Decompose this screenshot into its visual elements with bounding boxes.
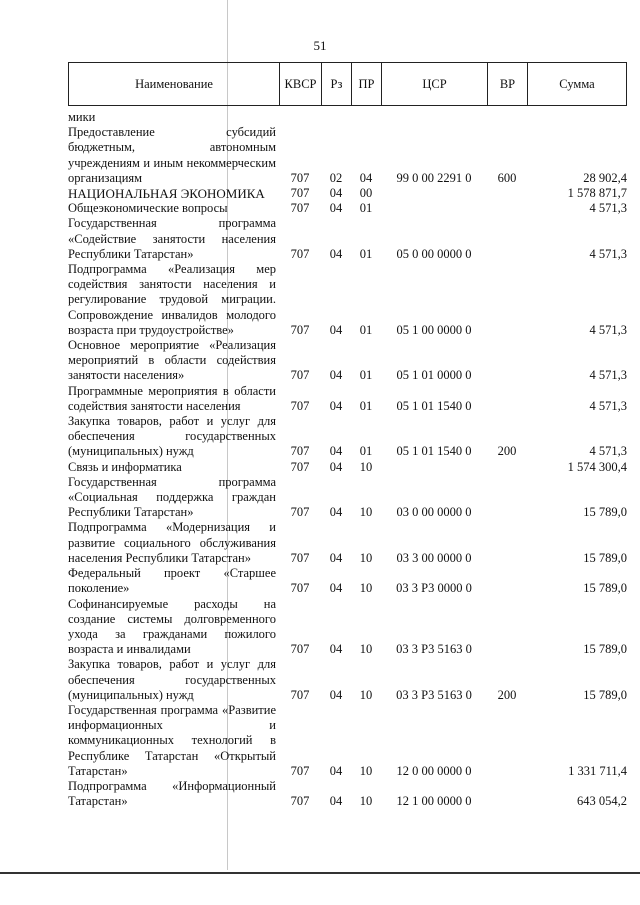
table-row — [68, 186, 627, 201]
cell-kvsr: 707 — [290, 642, 310, 657]
cell-sum: 1 578 871,7 — [567, 186, 627, 201]
table-row — [68, 657, 627, 703]
table-row — [68, 520, 627, 566]
cell-sum: 15 789,0 — [583, 550, 627, 565]
cell-rz: 04 — [329, 687, 343, 702]
header-vr: ВР — [488, 63, 528, 105]
cell-csr: 03 3 P3 5163 0 — [396, 687, 472, 702]
cell-rz: 04 — [329, 368, 343, 383]
cell-pr: 01 — [359, 368, 373, 383]
cell-csr: 05 1 01 1540 0 — [396, 398, 472, 413]
cell-name: Федеральный проект «Старшее поколение» — [68, 566, 276, 596]
cell-csr: 03 3 00 0000 0 — [396, 550, 472, 565]
cell-pr: 10 — [359, 505, 373, 520]
page-bottom-rule — [0, 872, 640, 874]
table-row — [68, 566, 627, 596]
cell-pr: 10 — [359, 581, 373, 596]
cell-kvsr: 707 — [290, 794, 310, 809]
cell-kvsr: 707 — [290, 246, 310, 261]
cell-rz: 04 — [329, 794, 343, 809]
table-row — [68, 201, 627, 216]
cell-vr: 200 — [497, 444, 517, 459]
cell-pr: 01 — [359, 322, 373, 337]
table-header — [68, 62, 627, 106]
cell-name: Программные мероприятия в области содействия занятости населения — [68, 383, 276, 413]
table-row — [68, 460, 627, 475]
cell-csr: 03 3 P3 5163 0 — [396, 642, 472, 657]
cell-kvsr: 707 — [290, 459, 310, 474]
cell-sum: 4 571,3 — [589, 368, 627, 383]
cell-sum: 4 571,3 — [589, 398, 627, 413]
cell-kvsr: 707 — [290, 763, 310, 778]
header-kvsr: КВСР — [280, 63, 322, 105]
cell-sum: 4 571,3 — [589, 444, 627, 459]
cell-rz: 04 — [329, 201, 343, 216]
cell-rz: 04 — [329, 246, 343, 261]
cell-kvsr: 707 — [290, 550, 310, 565]
cell-kvsr: 707 — [290, 444, 310, 459]
header-name: Наименование — [69, 63, 280, 105]
table-row — [68, 125, 627, 186]
cell-pr: 01 — [359, 444, 373, 459]
table-row — [68, 703, 627, 779]
cell-pr: 10 — [359, 687, 373, 702]
cell-rz: 02 — [329, 170, 343, 185]
cell-csr: 03 3 P3 0000 0 — [396, 581, 472, 596]
cell-name: Предоставление субсидий бюджетным, автономным учреждениям и иным некоммерческим организациям — [68, 125, 276, 185]
cell-kvsr: 707 — [290, 186, 310, 201]
cell-name: Подпрограмма «Информационный Татарстан» — [68, 778, 276, 809]
cell-rz: 04 — [329, 642, 343, 657]
cell-sum: 4 571,3 — [589, 201, 627, 216]
cell-name: Софинансируемые расходы на создание системы долговременного ухода за гражданами пожилого возраста и инвалидами — [68, 596, 276, 657]
cell-name: Связь и информатика — [68, 459, 182, 474]
cell-vr: 600 — [497, 170, 517, 185]
cell-rz: 04 — [329, 550, 343, 565]
page-number: 51 — [313, 38, 327, 53]
cell-rz: 04 — [329, 444, 343, 459]
header-rz: Рз — [322, 63, 352, 105]
cell-csr: 12 0 00 0000 0 — [396, 763, 472, 778]
cell-csr: 12 1 00 0000 0 — [396, 794, 472, 809]
header-csr: ЦСР — [382, 63, 488, 105]
table-row — [68, 414, 627, 460]
cell-sum: 15 789,0 — [583, 642, 627, 657]
cell-pr: 10 — [359, 459, 373, 474]
header-sum: Сумма — [559, 76, 595, 91]
cell-rz: 04 — [329, 581, 343, 596]
table-row — [68, 384, 627, 414]
cell-pr: 01 — [359, 246, 373, 261]
cell-name: мики — [68, 110, 96, 124]
cell-sum: 15 789,0 — [583, 581, 627, 596]
cell-csr: 99 0 00 2291 0 — [396, 170, 472, 185]
cell-sum: 4 571,3 — [589, 322, 627, 337]
table-body — [68, 110, 627, 809]
cell-rz: 04 — [329, 505, 343, 520]
cell-sum: 15 789,0 — [583, 687, 627, 702]
cell-sum: 4 571,3 — [589, 246, 627, 261]
cell-name: Закупка товаров, работ и услуг для обеспечения государственных (муниципальных) нужд — [68, 414, 276, 459]
cell-rz: 04 — [329, 398, 343, 413]
cell-pr: 04 — [359, 170, 373, 185]
cell-name: Закупка товаров, работ и услуг для обеспечения государственных (муниципальных) нужд — [68, 657, 276, 702]
cell-sum: 643 054,2 — [577, 794, 627, 809]
cell-csr: 05 1 01 0000 0 — [396, 368, 472, 383]
table-row — [68, 597, 627, 658]
cell-name: Подпрограмма «Модернизация и развитие социального обслуживания населения Республики Татарстан» — [68, 520, 276, 565]
cell-sum: 15 789,0 — [583, 505, 627, 520]
table-row — [68, 779, 627, 809]
cell-name: Государственная программа «Содействие занятости населения Республики Татарстан» — [68, 216, 276, 261]
cell-kvsr: 707 — [290, 398, 310, 413]
cell-sum: 1 574 300,4 — [567, 459, 627, 474]
cell-csr: 05 0 00 0000 0 — [396, 246, 472, 261]
cell-vr: 200 — [497, 687, 517, 702]
cell-pr: 10 — [359, 642, 373, 657]
table-row — [68, 338, 627, 384]
cell-kvsr: 707 — [290, 322, 310, 337]
table-row — [68, 216, 627, 262]
cell-pr: 10 — [359, 763, 373, 778]
table-row — [68, 110, 627, 125]
cell-kvsr: 707 — [290, 581, 310, 596]
cell-pr: 01 — [359, 201, 373, 216]
cell-csr: 05 1 00 0000 0 — [396, 322, 472, 337]
cell-name: Подпрограмма «Реализация мер содействия занятости населения и регулирование трудовой миграции. Сопровождение инвалидов молодого возраста при трудоустройстве» — [68, 262, 276, 337]
cell-name: Государственная программа «Развитие информационных и коммуникационных технологий в Республике Татарстан «Открытый Татарстан» — [68, 702, 276, 778]
table-row — [68, 262, 627, 338]
cell-kvsr: 707 — [290, 505, 310, 520]
cell-name: Основное мероприятие «Реализация мероприятий в области содействия занятости населения» — [68, 338, 276, 383]
cell-name: Общеэкономические вопросы — [68, 201, 228, 216]
cell-name: НАЦИОНАЛЬНАЯ ЭКОНОМИКА — [68, 186, 265, 202]
cell-csr: 05 1 01 1540 0 — [396, 444, 472, 459]
cell-rz: 04 — [329, 186, 343, 201]
cell-kvsr: 707 — [290, 687, 310, 702]
header-pr: ПР — [352, 63, 382, 105]
cell-rz: 04 — [329, 459, 343, 474]
cell-pr: 00 — [359, 186, 373, 201]
cell-kvsr: 707 — [290, 170, 310, 185]
cell-kvsr: 707 — [290, 368, 310, 383]
cell-csr: 03 0 00 0000 0 — [396, 505, 472, 520]
cell-sum: 1 331 711,4 — [568, 763, 627, 778]
cell-sum: 28 902,4 — [583, 170, 627, 185]
table-row — [68, 475, 627, 521]
cell-pr: 10 — [359, 550, 373, 565]
cell-kvsr: 707 — [290, 201, 310, 216]
cell-pr: 10 — [359, 794, 373, 809]
cell-rz: 04 — [329, 322, 343, 337]
cell-rz: 04 — [329, 763, 343, 778]
cell-name: Государственная программа «Социальная поддержка граждан Республики Татарстан» — [68, 474, 276, 520]
cell-pr: 01 — [359, 398, 373, 413]
